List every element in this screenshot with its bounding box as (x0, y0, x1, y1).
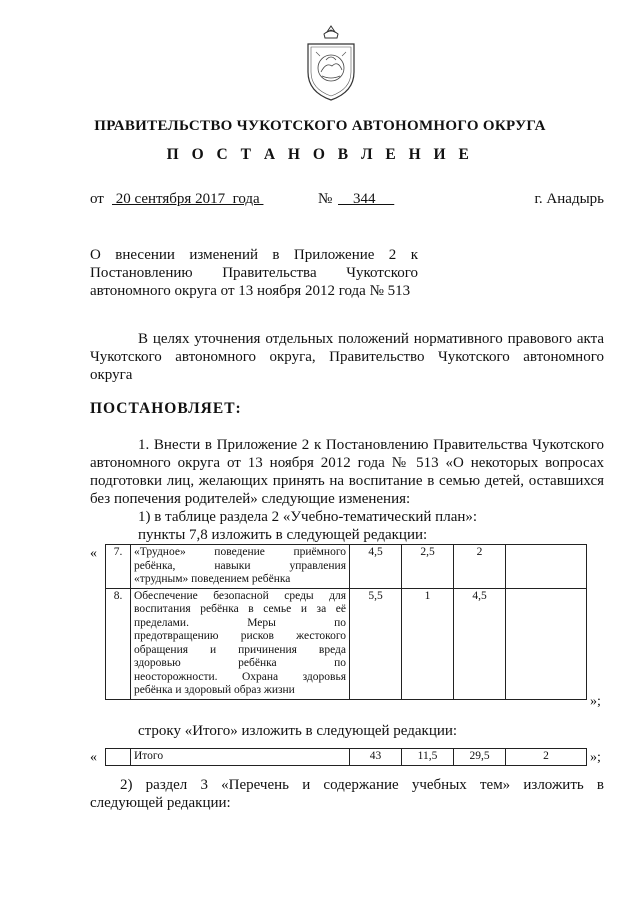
total-practice: 29,5 (454, 749, 506, 766)
hours-practice: 2 (454, 545, 506, 589)
number-label: № (318, 191, 333, 207)
item-1-line: без попечения родителей» следующие изменения: (90, 491, 411, 507)
from-label: от (90, 191, 104, 207)
table1-open-quote: « (90, 546, 97, 561)
row-number: 8. (106, 588, 131, 699)
hours-theory: 1 (402, 588, 454, 699)
table2-open-quote: « (90, 750, 97, 765)
item-1-1: 1) в таблице раздела 2 «Учебно-тематический план»: (138, 509, 478, 525)
preamble-line: округа (90, 367, 133, 383)
preamble-line: В целях уточнения отдельных положений нормативного правового акта (138, 331, 604, 347)
table1-close-mark: »; (590, 694, 601, 709)
item-1-line: подготовки лиц, желающих принять на воспитание в семью детей, оставшихся (90, 473, 604, 489)
government-title: ПРАВИТЕЛЬСТВО ЧУКОТСКОГО АВТОНОМНОГО ОКРУГА (94, 118, 546, 134)
row-number: 7. (106, 545, 131, 589)
preamble-line: Чукотского автономного округа, Правительство Чукотского автономного (90, 349, 604, 365)
hours-extra (506, 545, 587, 589)
topic-line: пределами. Меры по (134, 616, 346, 629)
hours-practice: 4,5 (454, 588, 506, 699)
subject-line: О внесении изменений в Приложение 2 к (90, 247, 418, 263)
row-topic (131, 545, 350, 589)
decree-date: 20 сентября 2017 года (112, 191, 264, 207)
hours-extra (506, 588, 587, 699)
date-number-row (90, 190, 604, 210)
total-extra: 2 (506, 749, 587, 766)
topic-line: «Трудное» поведение приёмного (134, 546, 346, 558)
item-1-1-sub: пункты 7,8 изложить в следующей редакции: (138, 527, 428, 543)
hours-total: 5,5 (350, 588, 402, 699)
topic-line: воспитания ребёнка в семье и за её (134, 603, 346, 615)
topic-line: Обеспечение безопасной среды для (134, 589, 346, 602)
hours-theory: 2,5 (402, 545, 454, 589)
table-row (106, 588, 587, 699)
item-1 (90, 436, 604, 544)
total-table (105, 748, 587, 766)
subject-line: Постановлению Правительства Чукотского (90, 265, 418, 281)
decrees-word: ПОСТАНОВЛЯЕТ: (90, 400, 242, 417)
total-hours: 43 (350, 749, 402, 766)
curriculum-table (105, 544, 587, 700)
table2-close-mark: »; (590, 750, 601, 765)
decree-number: 344 (338, 191, 395, 207)
item-1-line: автономного округа от 13 ноября 2012 года № 513 «О некоторых вопросах (90, 455, 604, 471)
city: г. Анадырь (534, 191, 604, 207)
topic-line: «трудным» поведением ребёнка (134, 573, 291, 585)
item-2 (90, 776, 604, 812)
item-2-line: 2) раздел 3 «Перечень и содержание учебных тем» изложить в (120, 777, 604, 793)
table-row (106, 749, 587, 766)
table-row (106, 545, 587, 589)
hours-total: 4,5 (350, 545, 402, 589)
row-number (106, 749, 131, 766)
topic-line: ребёнка и здоровый образ жизни (134, 684, 295, 696)
item-1-line: 1. Внести в Приложение 2 к Постановлению Правительства Чукотского (138, 437, 604, 453)
subject-line: автономного округа от 13 ноября 2012 года № 513 (90, 283, 411, 299)
topic-line: здоровью ребёнка по (134, 657, 346, 669)
total-intro: строку «Итого» изложить в следующей редакции: (138, 723, 458, 739)
decree-subject (90, 246, 418, 300)
topic-line: предотвращению рисков жестокого (134, 630, 346, 642)
total-label: Итого (131, 749, 350, 766)
topic-line: ребёнка, навыки управления (134, 559, 346, 572)
topic-line: обращения и причинения вреда (134, 643, 346, 656)
decree-title: П О С Т А Н О В Л Е Н И Е (166, 146, 474, 163)
row-topic (131, 588, 350, 699)
item-2-line: следующей редакции: (90, 795, 231, 811)
total-theory: 11,5 (402, 749, 454, 766)
topic-line: неосторожности. Охрана здоровья (134, 670, 346, 683)
coat-of-arms-emblem (302, 22, 360, 102)
preamble (90, 330, 604, 384)
